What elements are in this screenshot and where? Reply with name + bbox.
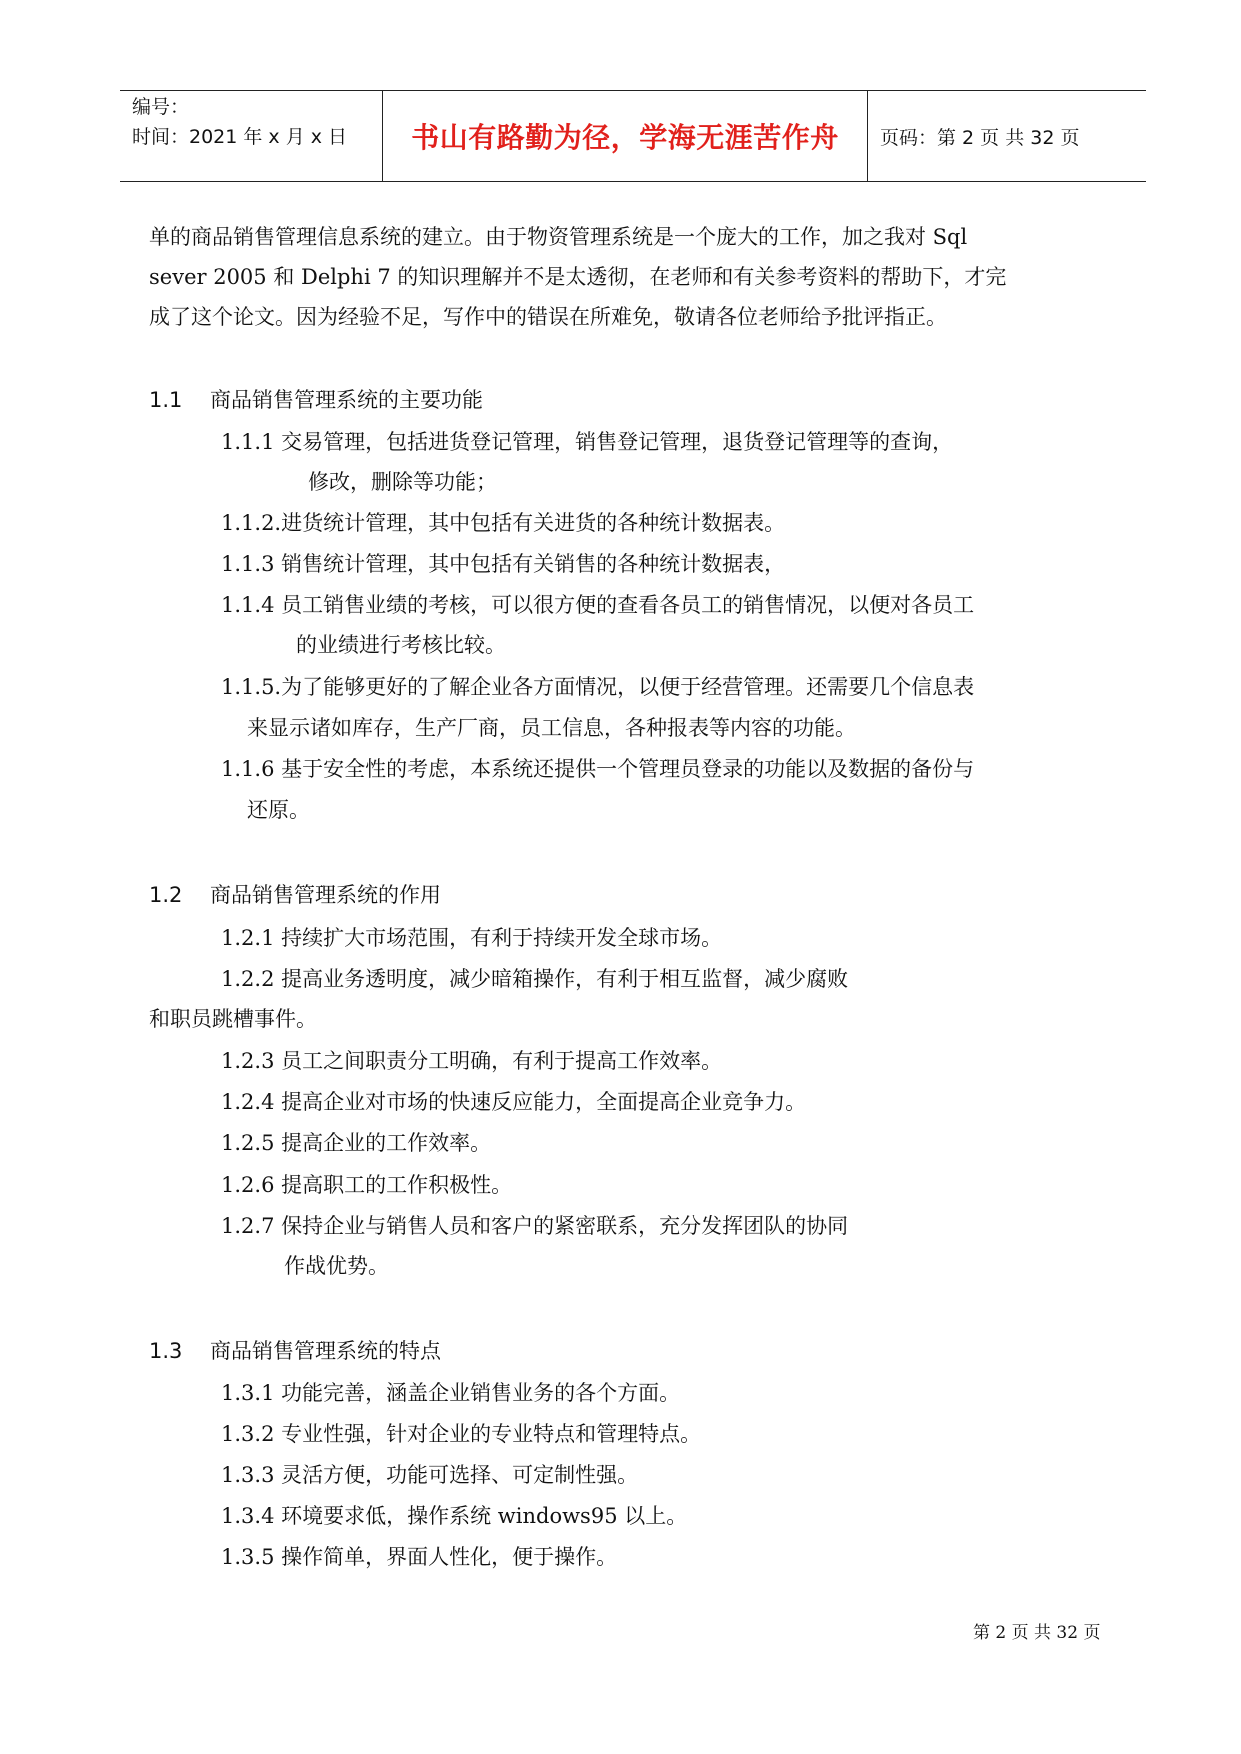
list-item: 1.1.2.进货统计管理，其中包括有关进货的各种统计数据表。 [221, 511, 786, 535]
section-number: 1.3 [149, 1339, 183, 1363]
header-info [132, 92, 347, 152]
intro-line: 单的商品销售管理信息系统的建立。由于物资管理系统是一个庞大的工作，加之我对 Sql [149, 225, 968, 249]
list-item: 1.2.7 保持企业与销售人员和客户的紧密联系，充分发挥团队的协同 [221, 1214, 849, 1238]
list-item: 1.3.4 环境要求低，操作系统 windows95 以上。 [221, 1504, 688, 1528]
header-motto: 书山有路勤为径，学海无涯苦作舟 [411, 121, 839, 154]
list-item: 1.1.6 基于安全性的考虑，本系统还提供一个管理员登录的功能以及数据的备份与 [221, 757, 975, 781]
list-item-continuation: 的业绩进行考核比较。 [296, 633, 506, 657]
section-title: 商品销售管理系统的特点 [210, 1339, 441, 1363]
list-item: 1.2.2 提高业务透明度，减少暗箱操作，有利于相互监督，减少腐败 [221, 967, 849, 991]
list-item: 1.3.5 操作简单，界面人性化，便于操作。 [221, 1545, 618, 1569]
list-item: 1.3.2 专业性强，针对企业的专业特点和管理特点。 [221, 1422, 702, 1446]
page-header [120, 90, 1146, 182]
list-item: 1.1.3 销售统计管理，其中包括有关销售的各种统计数据表， [221, 552, 786, 576]
list-item: 1.1.4 员工销售业绩的考核，可以很方便的查看各员工的销售情况，以便对各员工 [221, 593, 975, 617]
list-item: 1.2.4 提高企业对市场的快速反应能力，全面提高企业竞争力。 [221, 1090, 807, 1114]
list-item-continuation: 来显示诸如库存，生产厂商，员工信息，各种报表等内容的功能。 [247, 716, 856, 740]
list-item: 1.3.1 功能完善，涵盖企业销售业务的各个方面。 [221, 1381, 681, 1405]
document-time-label: 时间：2021 年 x 月 x 日 [132, 126, 348, 148]
section-heading [149, 1336, 441, 1366]
list-item: 1.1.5.为了能够更好的了解企业各方面情况，以便于经营管理。还需要几个信息表 [221, 675, 975, 699]
list-item-continuation: 修改，删除等功能； [308, 470, 497, 494]
section-title: 商品销售管理系统的作用 [210, 883, 441, 907]
header-page-number: 页码：第 2 页 共 32 页 [880, 126, 1080, 149]
list-item: 1.2.5 提高企业的工作效率。 [221, 1131, 492, 1155]
list-item: 1.1.1 交易管理，包括进货登记管理，销售登记管理，退货登记管理等的查询， [221, 430, 954, 454]
list-item-continuation: 作战优势。 [284, 1254, 389, 1278]
section-heading [149, 385, 483, 415]
list-item: 1.2.3 员工之间职责分工明确，有利于提高工作效率。 [221, 1049, 723, 1073]
header-divider [867, 90, 868, 182]
list-item-continuation: 还原。 [247, 798, 310, 822]
list-item-continuation: 和职员跳槽事件。 [149, 1007, 317, 1031]
page-footer: 第 2 页 共 32 页 [973, 1623, 1101, 1643]
section-heading [149, 880, 441, 910]
intro-line: 成了这个论文。因为经验不足，写作中的错误在所难免，敬请各位老师给予批评指正。 [149, 305, 947, 329]
list-item: 1.2.6 提高职工的工作积极性。 [221, 1173, 513, 1197]
list-item: 1.3.3 灵活方便，功能可选择、可定制性强。 [221, 1463, 639, 1487]
section-number: 1.2 [149, 883, 183, 907]
document-number-label: 编号： [132, 96, 190, 118]
intro-line: sever 2005 和 Delphi 7 的知识理解并不是太透彻，在老师和有关参考资料的帮助下，才完 [149, 265, 1007, 289]
section-number: 1.1 [149, 388, 183, 412]
list-item: 1.2.1 持续扩大市场范围，有利于持续开发全球市场。 [221, 926, 723, 950]
section-title: 商品销售管理系统的主要功能 [210, 388, 483, 412]
